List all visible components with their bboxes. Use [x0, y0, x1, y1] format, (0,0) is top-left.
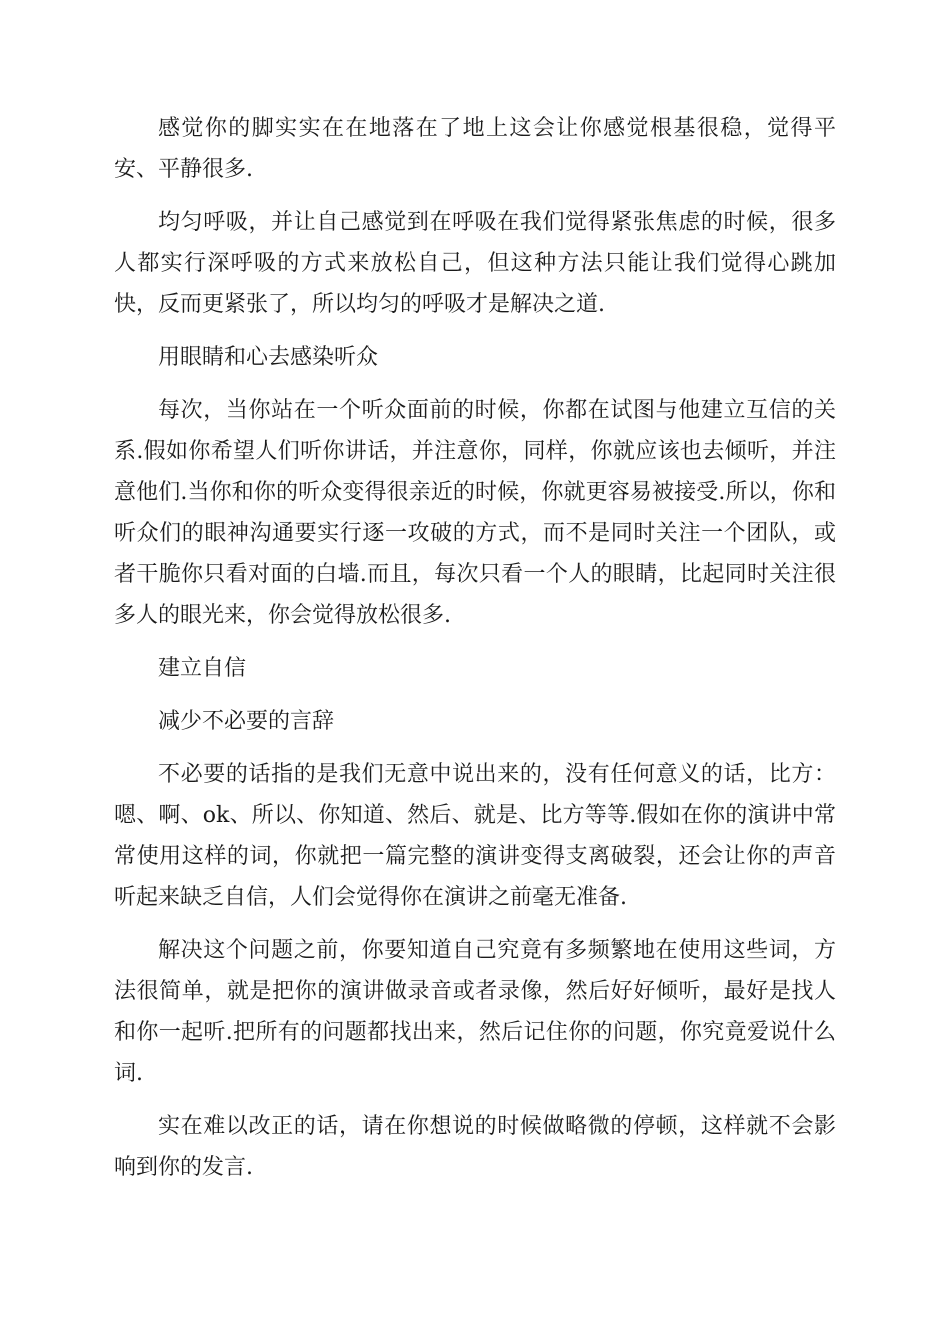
paragraph-solution: 解决这个问题之前，你要知道自己究竟有多频繁地在使用这些词，方法很简单，就是把你的演讲做录音或者录像，然后好好倾听，最好是找人和你一起听.把所有的问题都找出来，然后记住你的问题，你究竟爱说什么词.: [114, 938, 836, 1086]
document-page: [114, 108, 836, 1200]
paragraph-breathing: 均匀呼吸，并让自己感觉到在呼吸在我们觉得紧张焦虑的时候，很多人都实行深呼吸的方式来放松自己，但这种方法只能让我们觉得心跳加快，反而更紧张了，所以均匀的呼吸才是解决之道.: [114, 210, 836, 317]
section-heading-filler-words: 减少不必要的言辞: [158, 709, 335, 734]
paragraph-filler-words: 不必要的话指的是我们无意中说出来的，没有任何意义的话，比方：嗯、啊、ok、所以、你知道、然后、就是、比方等等.假如在你的演讲中常常使用这样的词，你就把一篇完整的演讲变得支离破裂，还会让你的声音听起来缺乏自信，人们会觉得你在演讲之前毫无准备.: [114, 762, 836, 910]
paragraph-grounding: 感觉你的脚实实在在地落在了地上这会让你感觉根基很稳，觉得平安、平静很多.: [114, 116, 836, 182]
paragraph-pause: 实在难以改正的话，请在你想说的时候做略微的停顿，这样就不会影响到你的发言.: [114, 1114, 836, 1180]
section-heading-eye-contact: 用眼睛和心去感染听众: [158, 345, 379, 370]
section-heading-confidence: 建立自信: [158, 656, 247, 681]
paragraph-eye-contact: 每次，当你站在一个听众面前的时候，你都在试图与他建立互信的关系.假如你希望人们听你讲话，并注意你，同样，你就应该也去倾听，并注意他们.当你和你的听众变得很亲近的时候，你就更容易被接受.所以，你和听众们的眼神沟通要实行逐一攻破的方式，而不是同时关注一个团队，或者干脆你只看对面的白墙.而且，每次只看一个人的眼睛，比起同时关注很多人的眼光来，你会觉得放松很多.: [114, 398, 836, 628]
